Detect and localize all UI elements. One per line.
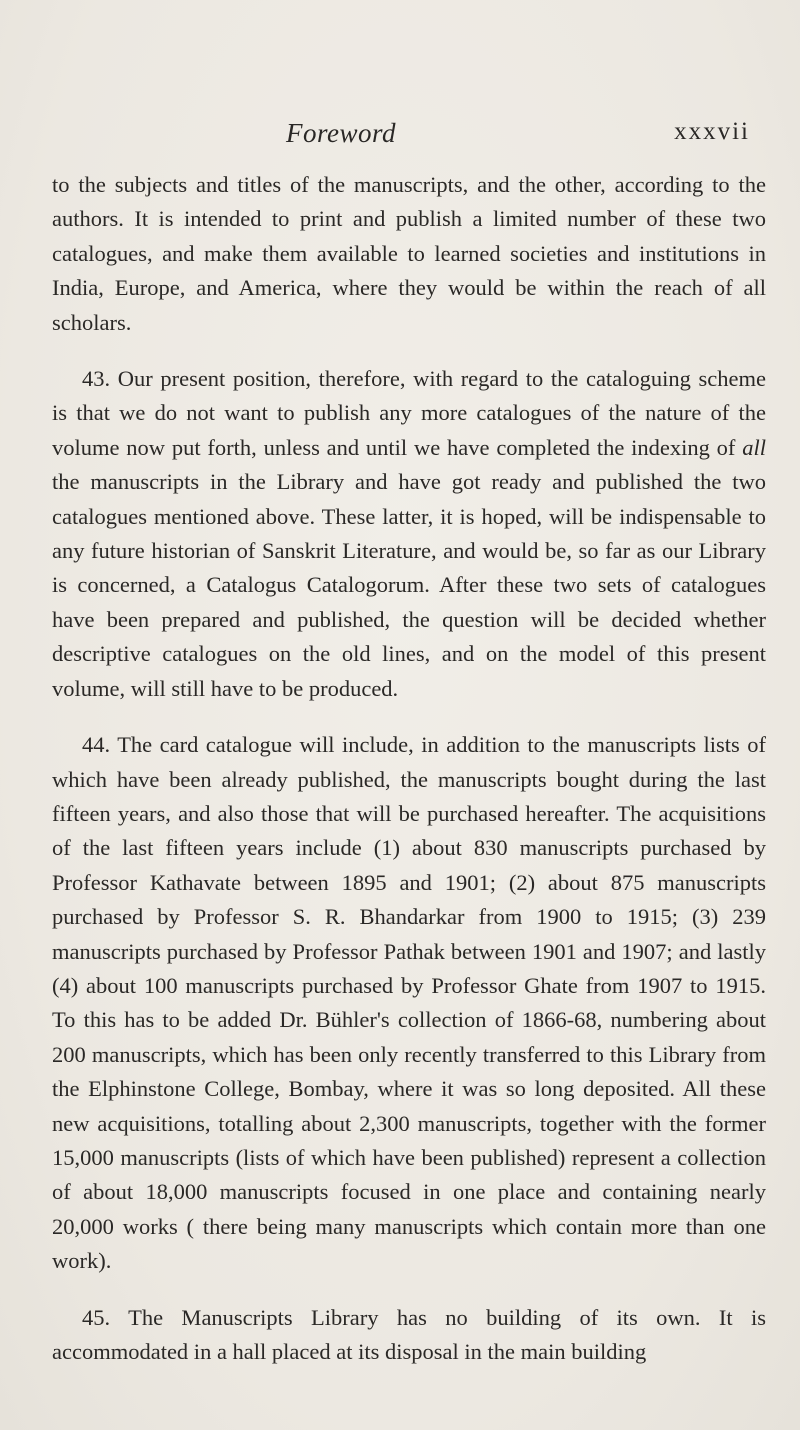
paragraph-text: Our present position, therefore, with regard to the cataloguing scheme is that we do not want to publish any more catalogues of the nature of the volume now put forth, unless and until we have completed the indexing of [52, 366, 766, 460]
paragraph-number: 43. [82, 366, 111, 392]
paragraph-number: 45. [82, 1304, 111, 1330]
paragraph-text: The card catalogue will include, in addition to the manuscripts lists of which have been already published, the manuscripts bought during the last fifteen years, and also those that will be purchased hereafter. The acquisitions of the last fifteen years include (1) about 830 manuscripts purchased by Professor Kathavate between 1895 and 1901; (2) about 875 manuscripts purchased by Professor S. R. Bhandarkar from 1900 to 1915; (3) 239 manuscripts purchased by Professor Pathak between 1901 and 1907; and lastly (4) about 100 manuscripts purchased by Professor Ghate from 1907 to 1915. To this has to be added Dr. Bühler's collection of 1866-68, numbering about 200 manuscripts, which has been only recently transferred to this Library from the Elphinstone College, Bombay, where it was so long deposited. All these new acquisitions, totalling about 2,300 manuscripts, together with the former 15,000 manuscripts (lists of which have been published) represent a collection of about 18,000 manuscripts focused in one place and containing nearly 20,000 works ( there being many manuscripts which contain more than one work). [52, 732, 767, 1274]
paragraph-text: The Manuscripts Library has no building of its own. It is accommodated in a hall placed at its disposal in the main building [52, 1304, 767, 1364]
emphasis-text: all [742, 434, 766, 460]
paragraph-number: 44. [82, 732, 111, 758]
paragraph-45 [52, 1301, 766, 1370]
paragraph-44 [52, 728, 766, 1279]
page-number: xxxvii [674, 118, 750, 145]
running-header [0, 118, 800, 158]
paragraph-text: to the subjects and titles of the manuscripts, and the other, according to the authors. It is intended to print and publish a limited number of these two catalogues, and make them available to learned societies and institutions in India, Europe, and America, where they would be within the reach of all scholars. [52, 172, 766, 335]
paragraph-continued [52, 168, 766, 340]
running-title: Foreword [286, 118, 396, 148]
body-text [52, 168, 766, 1369]
paragraph-43 [52, 362, 766, 706]
paragraph-text: the manuscripts in the Library and have got ready and published the two catalogues mentioned above. These latter, it is hoped, will be indispensable to any future historian of Sanskrit Literature, and would be, so far as our Library is concerned, a Catalogus Catalogorum. After these two sets of catalogues have been prepared and published, the question will be decided whether descriptive catalogues on the old lines, and on the model of this present volume, will still have to be produced. [52, 469, 766, 701]
